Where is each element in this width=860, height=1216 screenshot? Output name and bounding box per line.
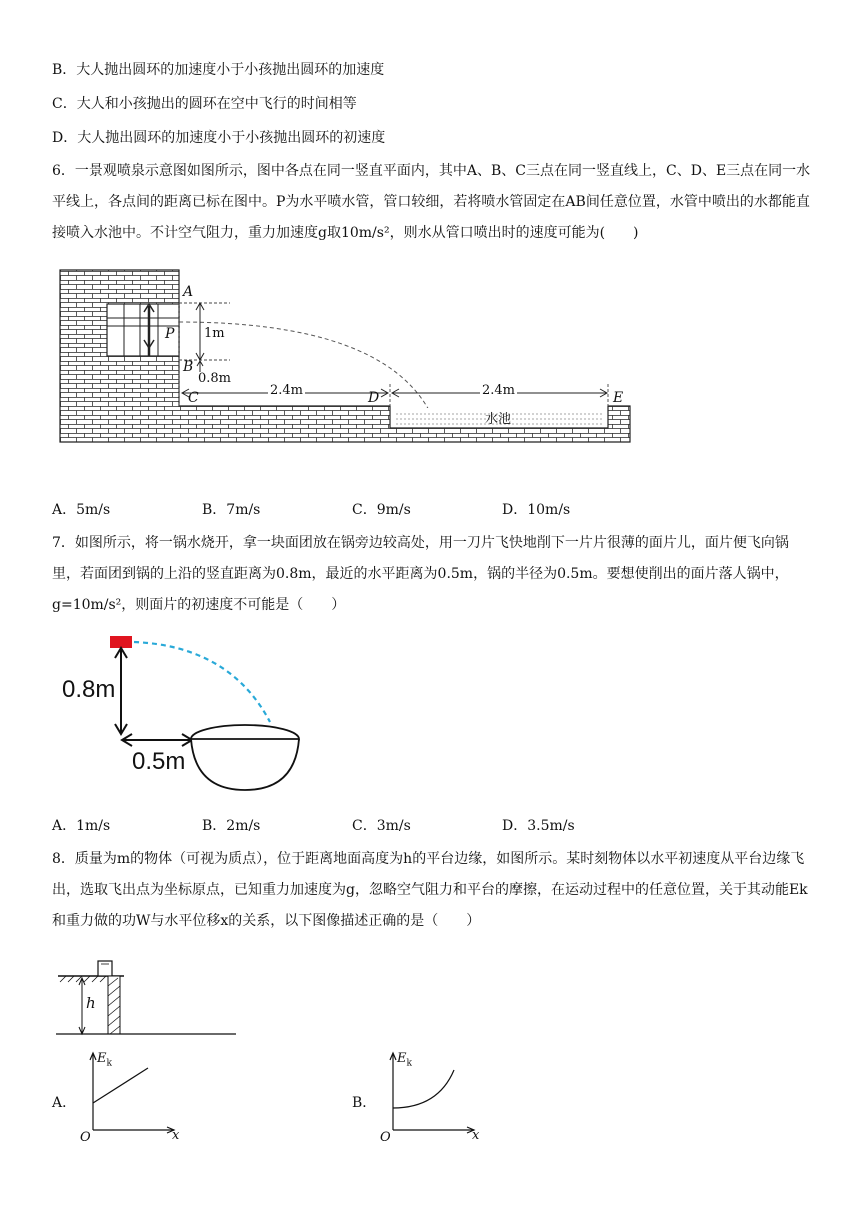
- q8-stem: 8．质量为m的物体（可视为质点），位于距离地面高度为h的平台边缘，如图所示。某时刻物体以水平初速度从平台边缘飞出，选取飞出点为坐标原点，已知重力加速度为g，忽略空气阻力和平台的摩擦，在运动过程中的任意位置，关于其动能Ek和重力做的功W与水平位移x的关系，以下图像描述正确的是（ ）: [52, 851, 808, 929]
- graph-b-x-axis-label: x: [472, 1128, 480, 1143]
- graph-a-origin: O: [80, 1130, 91, 1145]
- q6-option-c: C．9m/s: [352, 502, 411, 518]
- pot-body: [191, 739, 299, 790]
- label-height-0.8m: 0.8m: [62, 676, 116, 703]
- label-cd-2.4m: 2.4m: [270, 383, 304, 398]
- graph-a: [78, 1048, 188, 1152]
- graph-b-label: B．: [352, 1095, 377, 1111]
- object-block: [98, 961, 112, 976]
- q7-option-c: C．3m/s: [352, 818, 411, 834]
- q5-option-d: D．大人抛出圆环的加速度小于小孩抛出圆环的初速度: [52, 130, 386, 146]
- label-bc-0.8m: 0.8m: [198, 371, 232, 386]
- label-c: C: [188, 390, 199, 406]
- graph-a-line: [93, 1068, 148, 1103]
- graph-b-origin: O: [380, 1130, 391, 1145]
- graph-b-y-axis-label: $E_k$: [397, 1051, 412, 1069]
- label-d: D: [368, 390, 380, 406]
- label-b: B: [183, 359, 194, 375]
- q7-option-a: A．1m/s: [52, 818, 111, 834]
- q7-option-d: D．3.5m/s: [502, 818, 575, 834]
- q6-option-d: D．10m/s: [502, 502, 571, 518]
- label-dist-0.5m: 0.5m: [132, 748, 186, 775]
- platform-diagram: [52, 956, 242, 1040]
- graph-a-y-axis-label: $E_k$: [97, 1051, 112, 1069]
- graph-b: [378, 1048, 488, 1152]
- label-p: P: [165, 326, 175, 342]
- q6-option-a: A．5m/s: [52, 502, 111, 518]
- q7-option-b: B．2m/s: [202, 818, 261, 834]
- label-ab-1m: 1m: [204, 326, 225, 341]
- q7-stem: 7．如图所示，将一锅水烧开，拿一块面团放在锅旁边较高处，用一刀片飞快地削下一片片很薄的面片儿，面片便飞向锅里，若面团到锅的上沿的竖直距离为0.8m，最近的水平距离为0.5m，锅的半径为0.5m。要想使削出的面片落人锅中，g=10m/s²，则面片的初速度不可能是（ ）: [52, 535, 789, 613]
- pot-diagram: [60, 632, 320, 792]
- q7-options: [52, 815, 812, 835]
- label-e: E: [613, 390, 624, 406]
- q8-platform-figure: [52, 956, 242, 1040]
- label-de-2.4m: 2.4m: [482, 383, 516, 398]
- q6-stem: 6．一景观喷泉示意图如图所示，图中各点在同一竖直平面内，其中A、B、C三点在同一竖直线上，C、D、E三点在同一水平线上，各点间的距离已标在图中。P为水平喷水管，管口较细，若将喷水管固定在AB间任意位置，水管中喷出的水都能直接喷入水池中。不计空气阻力，重力加速度g取10m/s²，则水从管口喷出时的速度可能为( ): [52, 163, 811, 241]
- graph-a-x-axis-label: x: [172, 1128, 180, 1143]
- label-pool: 水池: [485, 412, 512, 427]
- q7-pot-figure: [60, 632, 320, 792]
- q6-fountain-figure: [52, 262, 642, 452]
- label-h: h: [86, 994, 96, 1012]
- fountain-diagram: [52, 262, 642, 452]
- q6-option-b: B．7m/s: [202, 502, 261, 518]
- graph-b-curve: [393, 1070, 454, 1108]
- label-a: A: [183, 284, 194, 300]
- q5-option-b: B．大人抛出圆环的加速度小于小孩抛出圆环的加速度: [52, 62, 385, 78]
- noodle-trajectory: [134, 642, 270, 722]
- q5-option-c: C．大人和小孩抛出的圆环在空中飞行的时间相等: [52, 96, 357, 112]
- q6-options: [52, 499, 812, 519]
- graph-a-label: A．: [52, 1095, 77, 1111]
